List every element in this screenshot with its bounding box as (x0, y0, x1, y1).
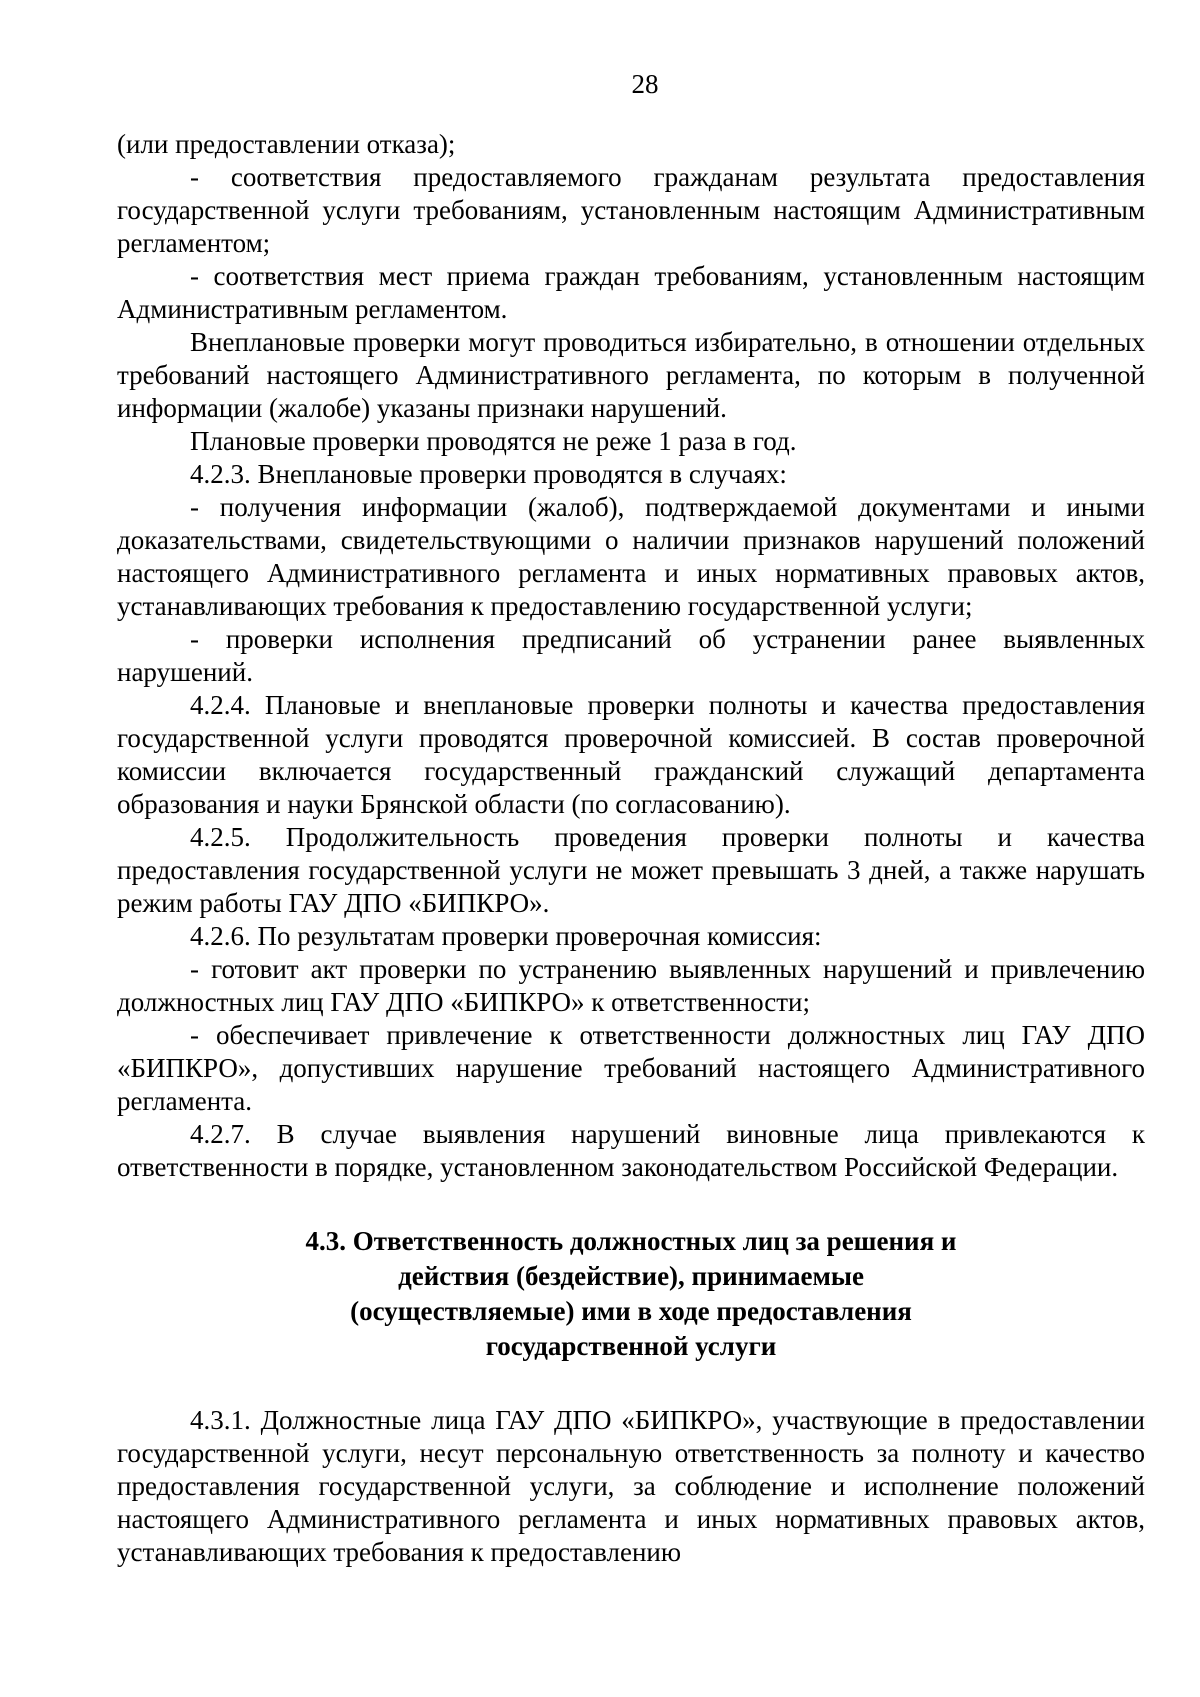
heading-line: государственной услуги (485, 1331, 777, 1361)
paragraph: Плановые проверки проводятся не реже 1 раза в год. (190, 426, 797, 456)
paragraph: 4.2.5. Продолжительность проведения проверки полноты и качества предоставления государственной услуги не может превышать 3 дней, а также нарушать режим работы ГАУ ДПО «БИПКРО». (117, 822, 1145, 918)
body-text-bottom (117, 1404, 1145, 1569)
paragraph: 4.2.6. По результатам проверки проверочная комиссия: (190, 921, 822, 951)
paragraph: 4.3.1. Должностные лица ГАУ ДПО «БИПКРО», участвующие в предоставлении государственной услуги, несут персональную ответственность за полноту и качество предоставления государственной услуги, за соблюдение и исполнение положений настоящего Административного регламента и иных нормативных правовых актов, устанавливающих требования к предоставлению (117, 1405, 1145, 1567)
paragraph: - готовит акт проверки по устранению выявленных нарушений и привлечению должностных лиц ГАУ ДПО «БИПКРО» к ответственности; (117, 954, 1145, 1017)
paragraph: - получения информации (жалоб), подтверждаемой документами и иными доказательствами, свидетельствующими о наличии признаков нарушений положений настоящего Административного регламента и иных нормативных правовых актов, устанавливающих требования к предоставлению государственной услуги; (117, 492, 1145, 621)
paragraph: 4.2.4. Плановые и внеплановые проверки полноты и качества предоставления государственной услуги проводятся проверочной комиссией. В состав проверочной комиссии включается государственный гражданский служащий департамента образования и науки Брянской области (по согласованию). (117, 690, 1145, 819)
paragraph: - соответствия мест приема граждан требованиям, установленным настоящим Административным регламентом. (117, 261, 1145, 324)
paragraph: - соответствия предоставляемого гражданам результата предоставления государственной услуги требованиям, установленным настоящим Административным регламентом; (117, 162, 1145, 258)
paragraph: - проверки исполнения предписаний об устранении ранее выявленных нарушений. (117, 624, 1145, 687)
page-number: 28 (631, 69, 659, 99)
paragraph: Внеплановые проверки могут проводиться избирательно, в отношении отдельных требований настоящего Административного регламента, по которым в полученной информации (жалобе) указаны признаки нарушений. (117, 327, 1145, 423)
body-text-top (117, 128, 1145, 1184)
paragraph: 4.2.7. В случае выявления нарушений виновные лица привлекаются к ответственности в порядке, установленном законодательством Российской Федерации. (117, 1119, 1145, 1182)
heading-line: 4.3. Ответственность должностных лиц за решения и (305, 1226, 957, 1256)
paragraph: 4.2.3. Внеплановые проверки проводятся в случаях: (190, 459, 787, 489)
paragraph: - обеспечивает привлечение к ответственности должностных лиц ГАУ ДПО «БИПКРО», допустивших нарушение требований настоящего Административного регламента. (117, 1020, 1145, 1116)
heading-line: (осуществляемые) ими в ходе предоставления (350, 1296, 912, 1326)
paragraph: (или предоставлении отказа); (117, 129, 456, 159)
section-heading (117, 1224, 1145, 1364)
heading-line: действия (бездействие), принимаемые (398, 1261, 864, 1291)
